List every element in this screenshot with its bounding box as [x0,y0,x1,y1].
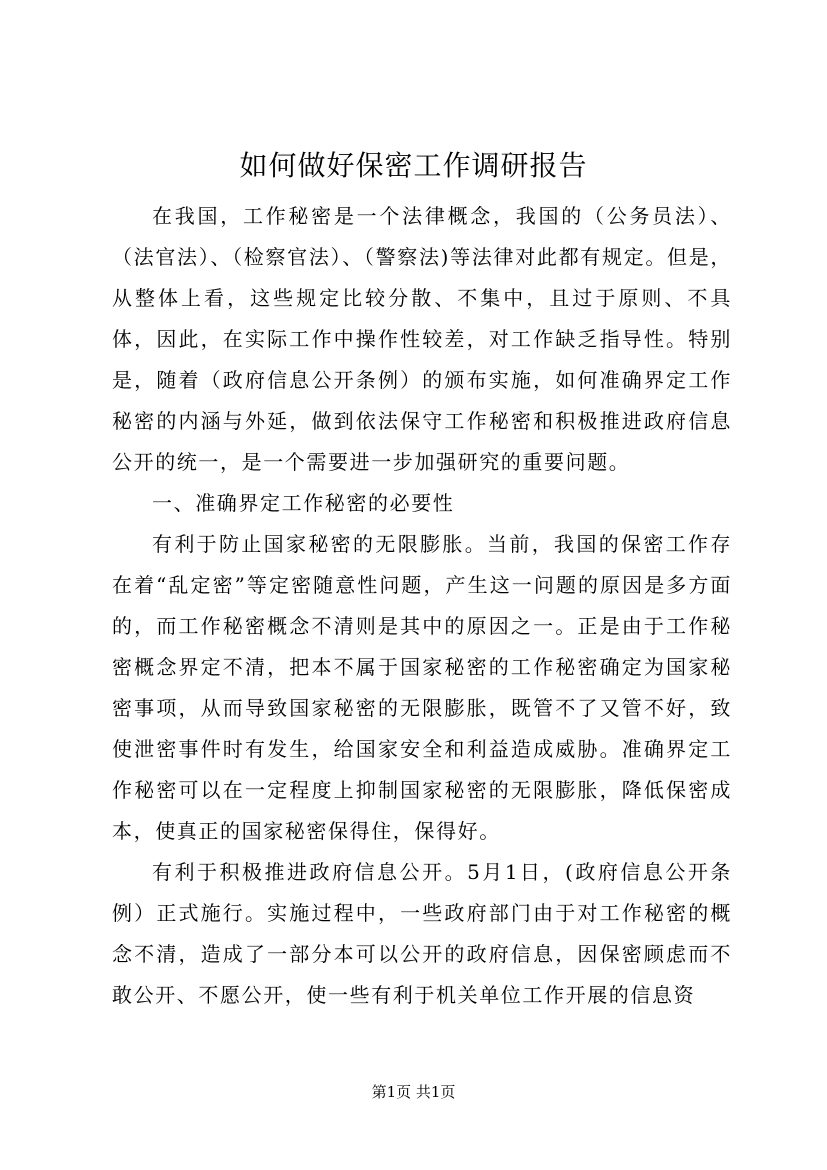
paragraph-intro: 在我国，工作秘密是一个法律概念，我国的（公务员法）、（法官法）、（检察官法）、（警察法)等法律对此都有规定。但是，从整体上看，这些规定比较分散、不集中，且过于原则、不具体，因此，在实际工作中操作性较差，对工作缺乏指导性。特别是，随着（政府信息公开条例）的颁布实施，如何准确界定工作秘密的内涵与外延，做到依法保守工作秘密和积极推进政府信息公开的统一，是一个需要进一步加强研究的重要问题。 [112,204,732,474]
page-number-footer: 第1页 共1页 [371,1083,456,1101]
document-title: 如何做好保密工作调研报告 [239,149,588,182]
section-heading: 一、准确界定工作秘密的必要性 [152,491,455,515]
paragraph-point-2: 有利于积极推进政府信息公开。5月1日，(政府信息公开条例）正式施行。实施过程中，一些政府部门由于对工作秘密的概念不清，造成了一部分本可以公开的政府信息，因保密顾虑而不敢公开、不愿公开，使一些有利于机关单位工作开展的信息资 [112,860,732,1007]
paragraph-point-1: 有利于防止国家秘密的无限膨胀。当前，我国的保密工作存在着“乱定密”等定密随意性问题，产生这一问题的原因是多方面的，而工作秘密概念不清则是其中的原因之一。正是由于工作秘密概念界定不清，把本不属于国家秘密的工作秘密确定为国家秘密事项，从而导致国家秘密的无限膨胀，既管不了又管不好，致使泄密事件时有发生，给国家安全和利益造成威胁。准确界定工作秘密可以在一定程度上抑制国家秘密的无限膨胀，降低保密成本，使真正的国家秘密保得住，保得好。 [112,532,732,843]
document-body [112,196,732,1016]
